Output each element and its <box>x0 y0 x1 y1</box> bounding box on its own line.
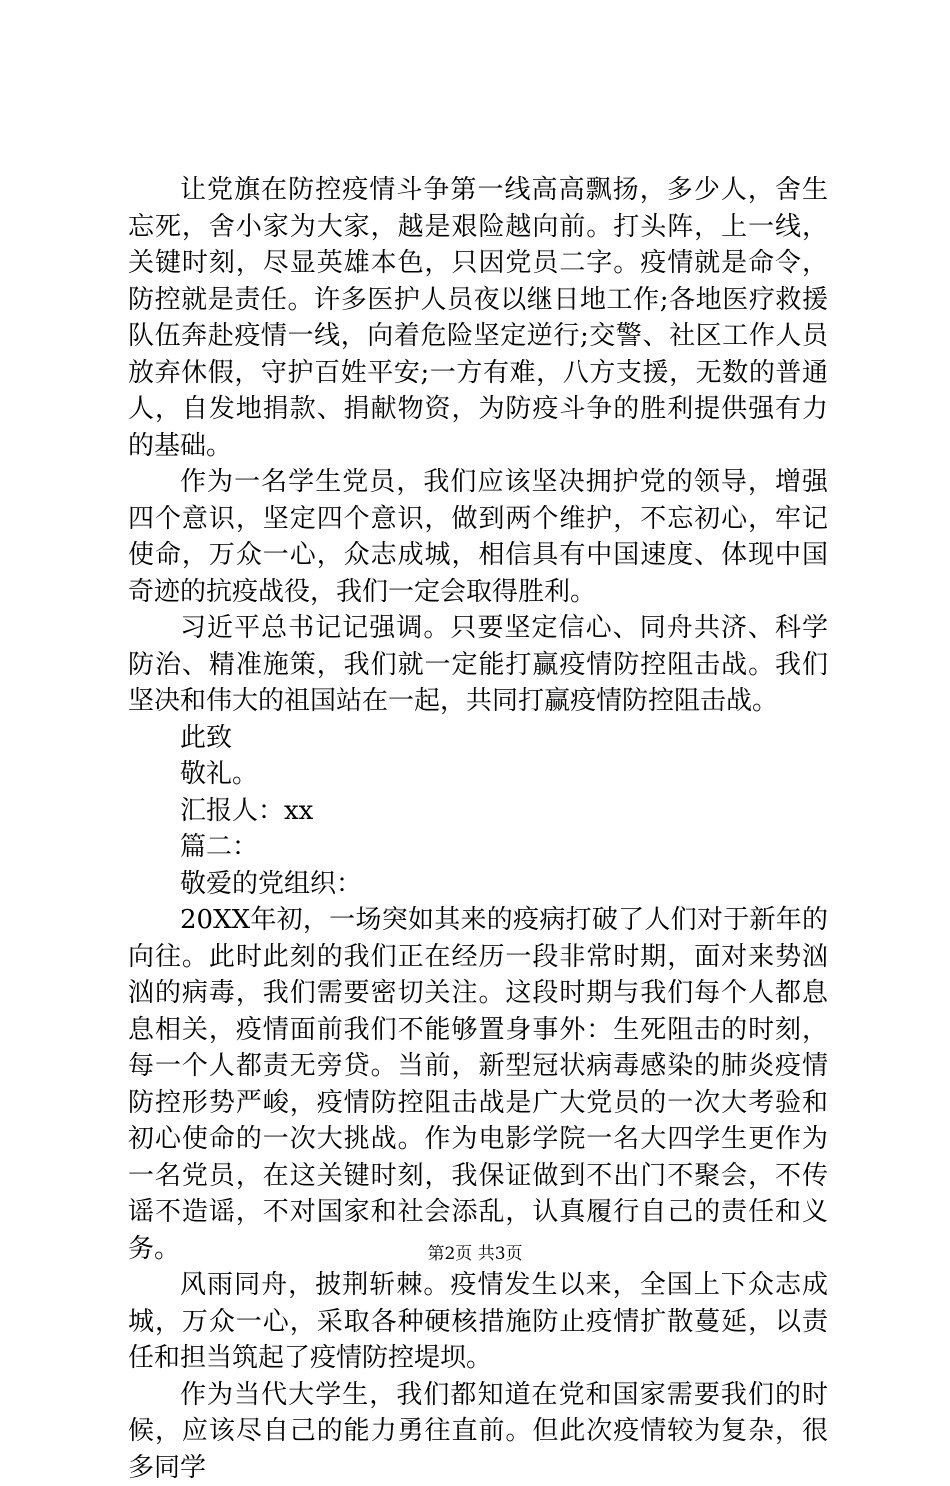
closing-respect: 敬礼。 <box>128 756 828 793</box>
document-body <box>128 172 828 1486</box>
paragraph-4: 20XX年初，一场突如其来的疫病打破了人们对于新年的向往。此时此刻的我们正在经历一段非常时期，面对来势汹汹的病毒，我们需要密切关注。这段时期与我们每个人都息息相关，疫情面前我们不能够置身事外：生死阻击的时刻，每一个人都责无旁贷。当前，新型冠状病毒感染的肺炎疫情防控形势严峻，疫情防控阻击战是广大党员的一次大考验和初心使命的一次大挑战。作为电影学院一名大四学生更作为一名党员，在这关键时刻，我保证做到不出门不聚会，不传谣不造谣，不对国家和社会添乱，认真履行自己的责任和义务。 <box>128 902 828 1267</box>
closing-salutation: 此致 <box>128 720 828 757</box>
paragraph-2: 作为一名学生党员，我们应该坚决拥护党的领导，增强四个意识，坚定四个意识，做到两个维护，不忘初心，牢记使命，万众一心，众志成城，相信具有中国速度、体现中国奇迹的抗疫战役，我们一定会取得胜利。 <box>128 464 828 610</box>
paragraph-6: 作为当代大学生，我们都知道在党和国家需要我们的时候，应该尽自己的能力勇往直前。但此次疫情较为复杂，很多同学 <box>128 1377 828 1486</box>
letter-greeting: 敬爱的党组织： <box>128 866 828 903</box>
page-number: 第2页 共3页 <box>427 1244 522 1264</box>
paragraph-1: 让党旗在防控疫情斗争第一线高高飘扬，多少人，舍生忘死，舍小家为大家，越是艰险越向前。打头阵，上一线，关键时刻，尽显英雄本色，只因党员二字。疫情就是命令，防控就是责任。许多医护人员夜以继日地工作;各地医疗救援队伍奔赴疫情一线，向着危险坚定逆行;交警、社区工作人员放弃休假，守护百姓平安;一方有难，八方支援，无数的普通人，自发地捐款、捐献物资，为防疫斗争的胜利提供强有力的基础。 <box>128 172 828 464</box>
paragraph-5: 风雨同舟，披荆斩棘。疫情发生以来，全国上下众志成城，万众一心，采取各种硬核措施防止疫情扩散蔓延，以责任和担当筑起了疫情防控堤坝。 <box>128 1267 828 1377</box>
reporter-signature: 汇报人：xx <box>128 793 828 830</box>
paragraph-3: 习近平总书记记强调。只要坚定信心、同舟共济、科学防治、精准施策，我们就一定能打赢疫情防控阻击战。我们坚决和伟大的祖国站在一起，共同打赢疫情防控阻击战。 <box>128 610 828 720</box>
section-title: 篇二： <box>128 829 828 866</box>
page-footer <box>0 1243 950 1265</box>
